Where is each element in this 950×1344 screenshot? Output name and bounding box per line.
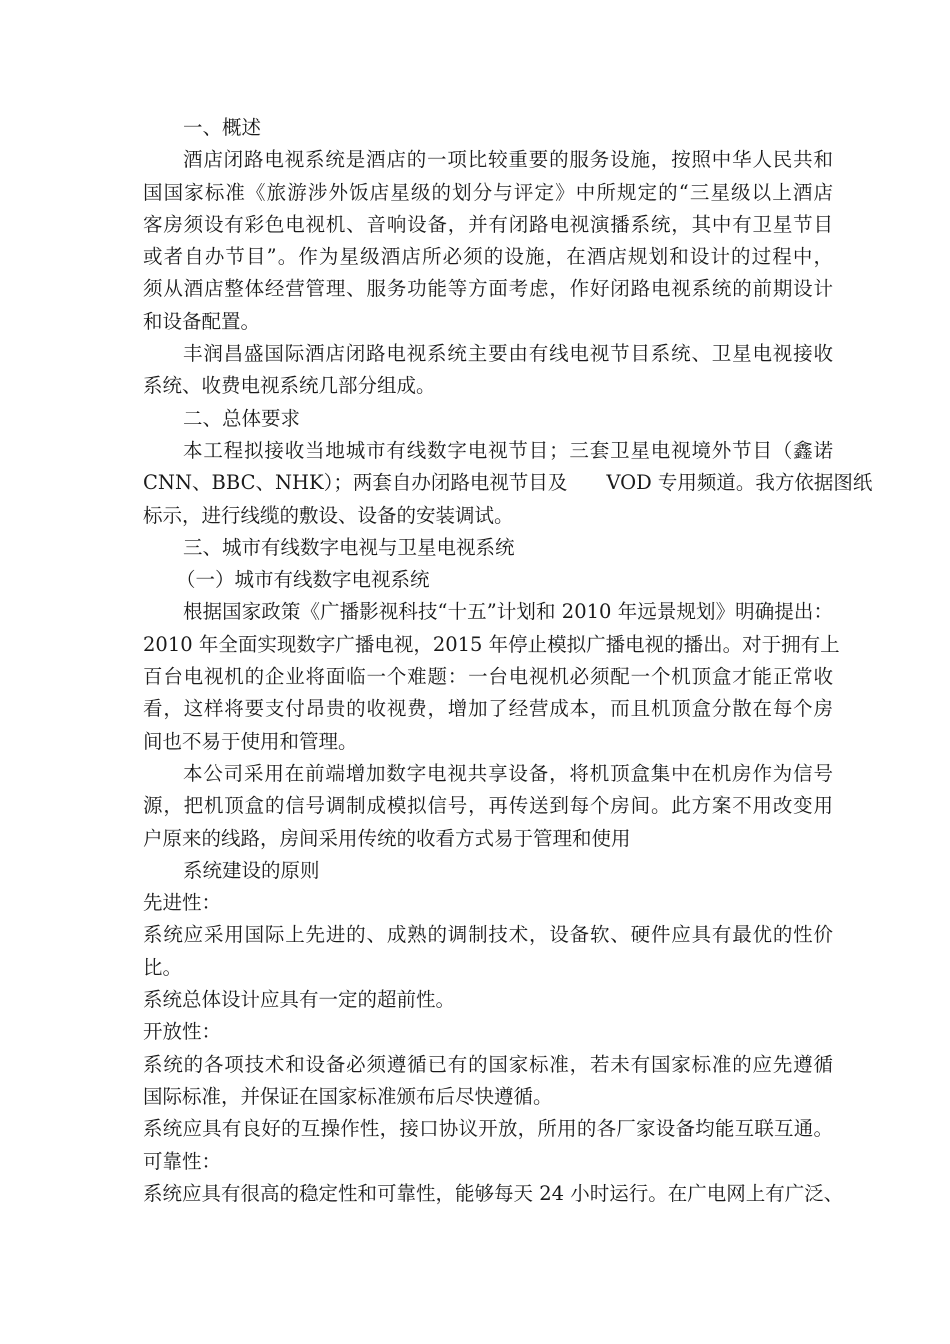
text-line: 系统应具有良好的互操作性，接口协议开放，所用的各厂家设备均能互联互通。 [143, 1117, 833, 1141]
text-line: 标示，进行线缆的敷设、设备的安装调试。 [143, 503, 514, 527]
text-line: 或者自办节目”。作为星级酒店所必须的设施，在酒店规划和设计的过程中， [143, 245, 833, 269]
text-line: 系统、收费电视系统几部分组成。 [143, 374, 436, 398]
text-line: CNN、BBC、NHK）；两套自办闭路电视节目及 VOD 专用频道。我方依据图纸 [143, 471, 873, 495]
text-line: 系统的各项技术和设备必须遵循已有的国家标准，若未有国家标准的应先遵循 [143, 1052, 833, 1076]
text-line: （一）城市有线数字电视系统 [176, 568, 430, 592]
text-line: 看，这样将要支付昂贵的收视费，增加了经营成本，而且机顶盒分散在每个房 [143, 697, 833, 721]
text-line: 源，把机顶盒的信号调制成模拟信号，再传送到每个房间。此方案不用改变用 [143, 794, 833, 818]
text-line: 2010 年全面实现数字广播电视，2015 年停止模拟广播电视的播出。对于拥有上 [143, 632, 840, 656]
document-body [143, 112, 873, 1210]
text-line: 三、城市有线数字电视与卫星电视系统 [183, 535, 515, 559]
text-line: 本公司采用在前端增加数字电视共享设备，将机顶盒集中在机房作为信号 [183, 761, 833, 785]
text-line: 须从酒店整体经营管理、服务功能等方面考虑，作好闭路电视系统的前期设计 [143, 277, 833, 301]
text-line: 比。 [143, 955, 183, 979]
text-line: 间也不易于使用和管理。 [143, 729, 358, 753]
text-line: 本工程拟接收当地城市有线数字电视节目；三套卫星电视境外节目（鑫诺 [183, 438, 833, 462]
text-line: 丰润昌盛国际酒店闭路电视系统主要由有线电视节目系统、卫星电视接收 [183, 342, 833, 366]
text-line: 可靠性： [143, 1149, 222, 1173]
text-line: 和设备配置。 [143, 309, 261, 333]
text-line: 国际标准，并保证在国家标准颁布后尽快遵循。 [143, 1084, 553, 1108]
text-line: 系统应具有很高的稳定性和可靠性，能够每天 24 小时运行。在广电网上有广泛、 [143, 1181, 844, 1205]
text-line: 系统建设的原则 [183, 858, 320, 882]
text-line: 国国家标准《旅游涉外饭店星级的划分与评定》中所规定的“三星级以上酒店 [143, 180, 833, 204]
text-line: 先进性： [143, 891, 222, 915]
text-line: 二、总体要求 [183, 406, 301, 430]
text-line: 根据国家政策《广播影视科技“十五”计划和 2010 年远景规划》明确提出： [183, 600, 833, 624]
text-line: 系统应采用国际上先进的、成熟的调制技术，设备软、硬件应具有最优的性价 [143, 923, 833, 947]
text-line: 开放性： [143, 1020, 222, 1044]
text-line: 酒店闭路电视系统是酒店的一项比较重要的服务设施，按照中华人民共和 [183, 148, 833, 172]
text-line: 系统总体设计应具有一定的超前性。 [143, 988, 456, 1012]
text-line: 一、概述 [183, 116, 262, 139]
text-line: 百台电视机的企业将面临一个难题：一台电视机必须配一个机顶盒才能正常收 [143, 665, 833, 689]
text-line: 客房须设有彩色电视机、音响设备，并有闭路电视演播系统，其中有卫星节目 [143, 212, 833, 236]
text-line: 户原来的线路，房间采用传统的收看方式易于管理和使用 [143, 826, 631, 850]
